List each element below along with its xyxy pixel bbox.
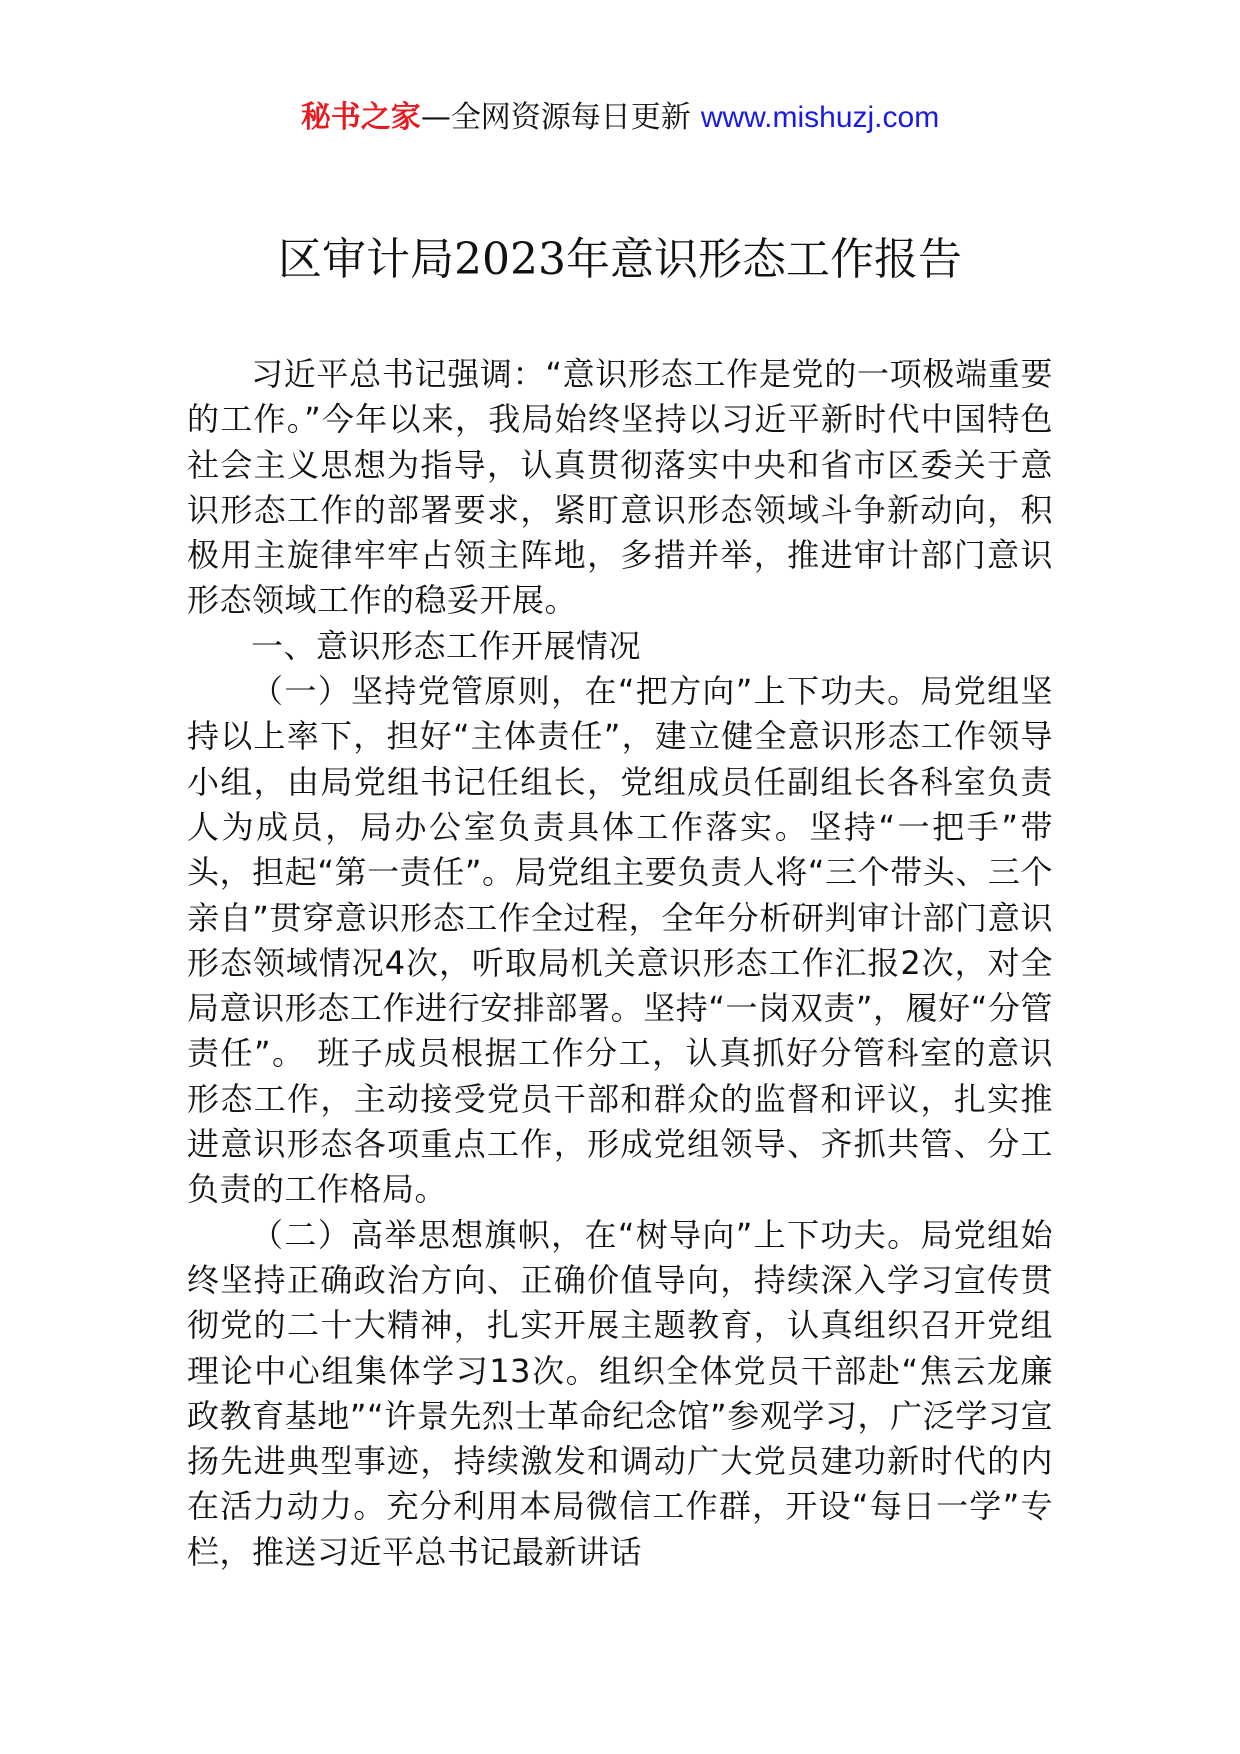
paragraph-two: （二）高举思想旗帜，在“树导向”上下功夫。局党组始终坚持正确政治方向、正确价值导向，持续深入学习宣传贯彻党的二十大精神，扎实开展主题教育，认真组织召开党组理论中心组集体学习13次。组织全体党员干部赴“焦云龙廉政教育基地”“许景先烈士革命纪念馆”参观学习，广泛学习宣扬先进典型事迹，持续激发和调动广大党员建功新时代的内在活力动力。充分利用本局微信工作群，开设“每日一学”专栏，推送习近平总书记最新讲话	[187, 1215, 1053, 1571]
header-tagline: —全网资源每日更新	[420, 100, 691, 135]
brand-name: 秘书之家	[300, 100, 421, 135]
intro-paragraph: 习近平总书记强调：“意识形态工作是党的一项极端重要的工作。”今年以来，我局始终坚持以习近平新时代中国特色社会主义思想为指导，认真贯彻落实中央和省市区委关于意识形态工作的部署要求，紧盯意识形态领域斗争新动向，积极用主旋律牢牢占领主阵地，多措并举，推进审计部门意识形态领域工作的稳妥开展。	[187, 355, 1053, 620]
site-url-link[interactable]: www.mishuzj.com	[700, 101, 940, 134]
site-header	[0, 98, 1240, 138]
document-body	[187, 352, 1053, 1575]
paragraph-one: （一）坚持党管原则，在“把方向”上下功夫。局党组坚持以上率下，担好“主体责任”，建立健全意识形态工作领导小组，由局党组书记任组长，党组成员任副组长各科室负责人为成员，局办公室负责具体工作落实。坚持“一把手”带头，担起“第一责任”。局党组主要负责人将“三个带头、三个亲自”贯穿意识形态工作全过程，全年分析研判审计部门意识形态领域情况4次，听取局机关意识形态工作汇报2次，对全局意识形态工作进行安排部署。坚持“一岗双责”，履好“分管责任”。 班子成员根据工作分工，认真抓好分管科室的意识形态工作，主动接受党员干部和群众的监督和评议，扎实推进意识形态各项重点工作，形成党组领导、齐抓共管、分工负责的工作格局。	[187, 672, 1053, 1209]
document-title: 区审计局2023年意识形态工作报告	[278, 234, 962, 285]
section-heading: 一、意识形态工作开展情况	[251, 626, 642, 665]
